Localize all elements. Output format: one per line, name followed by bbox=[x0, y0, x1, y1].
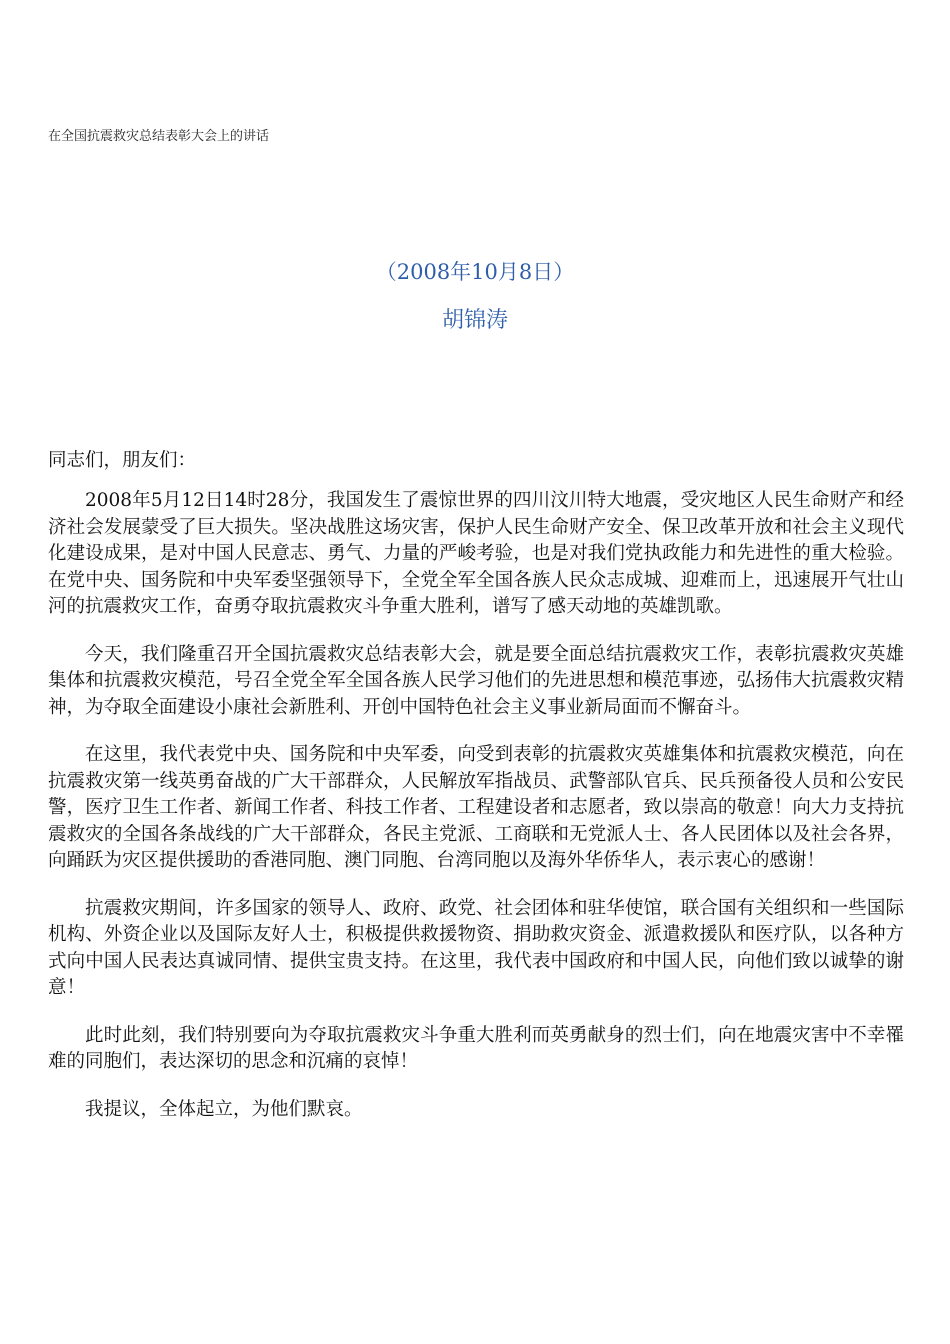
paragraph: 抗震救灾期间，许多国家的领导人、政府、政党、社会团体和驻华使馆，联合国有关组织和一些国际机构、外资企业以及国际友好人士，积极提供救援物资、捐助救灾资金、派遣救援队和医疗队，以各种方式向中国人民表达真诚同情、提供宝贵支持。在这里，我代表中国政府和中国人民，向他们致以诚挚的谢意！ bbox=[48, 897, 904, 998]
speech-date: （2008年10月8日） bbox=[375, 260, 575, 284]
speech-body bbox=[48, 488, 904, 1144]
speech-author: 胡锦涛 bbox=[441, 308, 508, 333]
paragraph: 我提议，全体起立，为他们默哀。 bbox=[85, 1098, 363, 1120]
salutation: 同志们，朋友们： bbox=[48, 450, 197, 471]
document-header-note: 在全国抗震救灾总结表彰大会上的讲话 bbox=[48, 129, 270, 144]
paragraph: 2008年5月12日14时28分，我国发生了震惊世界的四川汶川特大地震，受灾地区人民生命财产和经济社会发展蒙受了巨大损失。坚决战胜这场灾害，保护人民生命财产安全、保卫改革开放和社会主义现代化建设成果，是对中国人民意志、勇气、力量的严峻考验，也是对我们党执政能力和先进性的重大检验。在党中央、国务院和中央军委坚强领导下，全党全军全国各族人民众志成城、迎难而上，迅速展开气壮山河的抗震救灾工作，奋勇夺取抗震救灾斗争重大胜利，谱写了感天动地的英雄凯歌。 bbox=[48, 490, 904, 617]
paragraph: 在这里，我代表党中央、国务院和中央军委，向受到表彰的抗震救灾英雄集体和抗震救灾模范，向在抗震救灾第一线英勇奋战的广大干部群众，人民解放军指战员、武警部队官兵、民兵预备役人员和公安民警，医疗卫生工作者、新闻工作者、科技工作者、工程建设者和志愿者，致以崇高的敬意！向大力支持抗震救灾的全国各条战线的广大干部群众，各民主党派、工商联和无党派人士、各人民团体以及社会各界，向踊跃为灾区提供援助的香港同胞、澳门同胞、台湾同胞以及海外华侨华人，表示衷心的感谢！ bbox=[48, 744, 904, 871]
paragraph: 此时此刻，我们特别要向为夺取抗震救灾斗争重大胜利而英勇献身的烈士们，向在地震灾害中不幸罹难的同胞们，表达深切的思念和沉痛的哀悼！ bbox=[48, 1024, 904, 1072]
paragraph: 今天，我们隆重召开全国抗震救灾总结表彰大会，就是要全面总结抗震救灾工作，表彰抗震救灾英雄集体和抗震救灾模范，号召全党全军全国各族人民学习他们的先进思想和模范事迹，弘扬伟大抗震救灾精神，为夺取全面建设小康社会新胜利、开创中国特色社会主义事业新局面而不懈奋斗。 bbox=[48, 643, 904, 718]
